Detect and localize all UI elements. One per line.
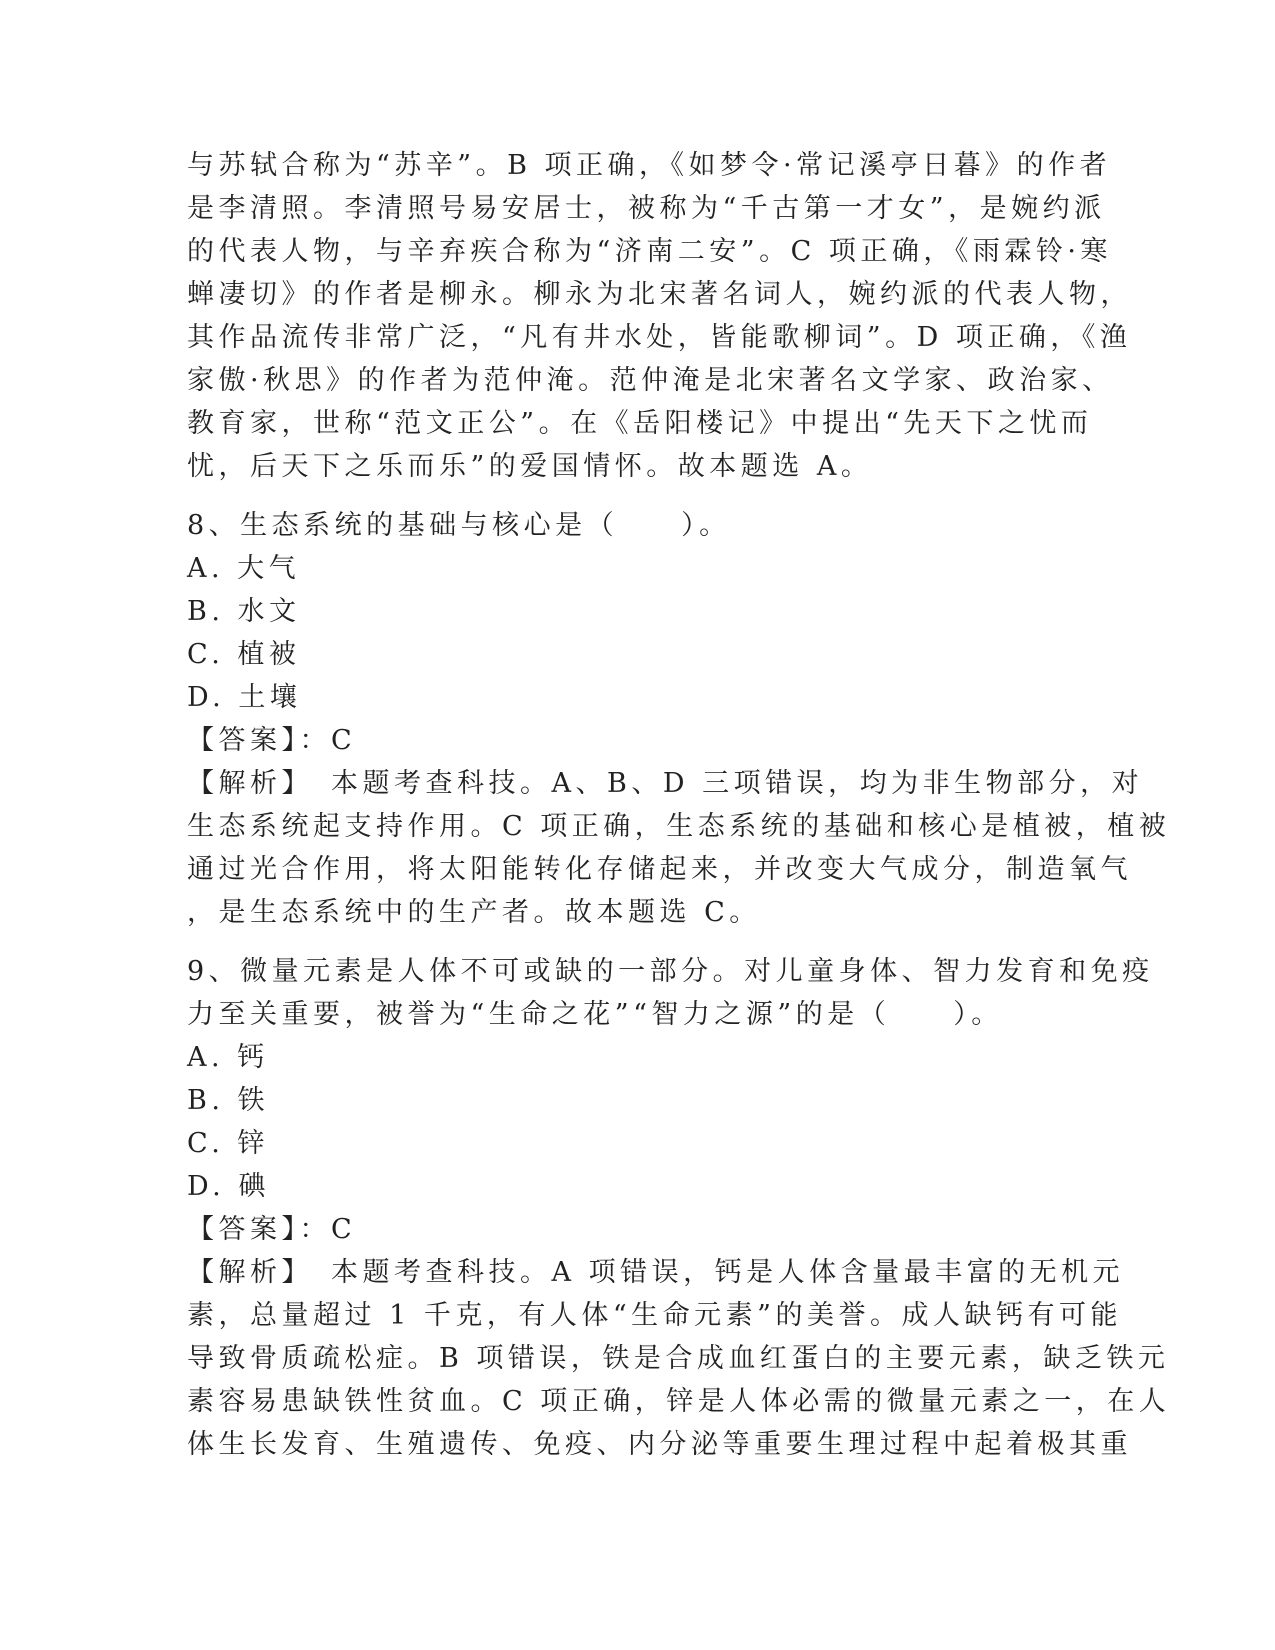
analysis-line: 素容易患缺铁性贫血。C 项正确，锌是人体必需的微量元素之一，在人 — [187, 1386, 1171, 1417]
question-9 — [187, 950, 1171, 1466]
option-b: B. 铁 — [187, 1085, 270, 1116]
analysis-line: 其作品流传非常广泛，“凡有井水处，皆能歌柳词”。D 项正确，《渔 — [187, 322, 1132, 353]
analysis-line: 教育家，世称“范文正公”。在《岳阳楼记》中提出“先天下之忧而 — [187, 408, 1093, 439]
analysis-line: 【解析】 本题考查科技。A 项错误，钙是人体含量最丰富的无机元 — [187, 1257, 1125, 1288]
page-content — [187, 144, 1171, 1466]
analysis-line: 【解析】 本题考查科技。A、B、D 三项错误，均为非生物部分，对 — [187, 768, 1144, 799]
spacer — [187, 934, 1087, 950]
analysis-line: 的代表人物，与辛弃疾合称为“济南二安”。C 项正确，《雨霖铃·寒 — [187, 236, 1112, 267]
option-b: B. 水文 — [187, 596, 301, 627]
analysis-line: ，是生态系统中的生产者。故本题选 C。 — [187, 897, 761, 928]
option-d: D. 碘 — [187, 1171, 270, 1202]
analysis-line: 体生长发育、生殖遗传、免疫、内分泌等重要生理过程中起着极其重 — [187, 1429, 1132, 1460]
question-text: 力至关重要，被誉为“生命之花”“智力之源”的是（ ）。 — [187, 999, 1003, 1030]
answer-line: 【答案】：C — [187, 725, 357, 756]
answer-line: 【答案】：C — [187, 1214, 357, 1245]
analysis-line: 忧，后天下之乐而乐”的爱国情怀。故本题选 A。 — [187, 451, 873, 482]
analysis-line: 与苏轼合称为“苏辛”。B 项正确，《如梦令·常记溪亭日暮》的作者 — [187, 150, 1112, 181]
question-8 — [187, 504, 1171, 934]
prev-analysis-paragraph — [187, 144, 1132, 488]
option-a: A. 钙 — [187, 1042, 269, 1073]
analysis-line: 通过光合作用，将太阳能转化存储起来，并改变大气成分，制造氧气 — [187, 854, 1132, 885]
spacer — [187, 488, 1087, 504]
option-c: C. 锌 — [187, 1128, 269, 1159]
analysis-line: 导致骨质疏松症。B 项错误，铁是合成血红蛋白的主要元素，缺乏铁元 — [187, 1343, 1170, 1374]
analysis-line: 是李清照。李清照号易安居士，被称为“千古第一才女”，是婉约派 — [187, 193, 1106, 224]
question-text: 8、生态系统的基础与核心是（ ）。 — [187, 510, 731, 541]
option-a: A. 大气 — [187, 553, 301, 584]
analysis-line: 家傲·秋思》的作者为范仲淹。范仲淹是北宋著名文学家、政治家、 — [187, 365, 1114, 396]
analysis-line: 素，总量超过 1 千克，有人体“生命元素”的美誉。成人缺钙有可能 — [187, 1300, 1122, 1331]
analysis-line: 蝉凄切》的作者是柳永。柳永为北宋著名词人，婉约派的代表人物， — [187, 279, 1132, 310]
question-text: 9、微量元素是人体不可或缺的一部分。对儿童身体、智力发育和免疫 — [187, 956, 1154, 987]
option-d: D. 土壤 — [187, 682, 302, 713]
option-c: C. 植被 — [187, 639, 301, 670]
analysis-line: 生态系统起支持作用。C 项正确，生态系统的基础和核心是植被，植被 — [187, 811, 1171, 842]
